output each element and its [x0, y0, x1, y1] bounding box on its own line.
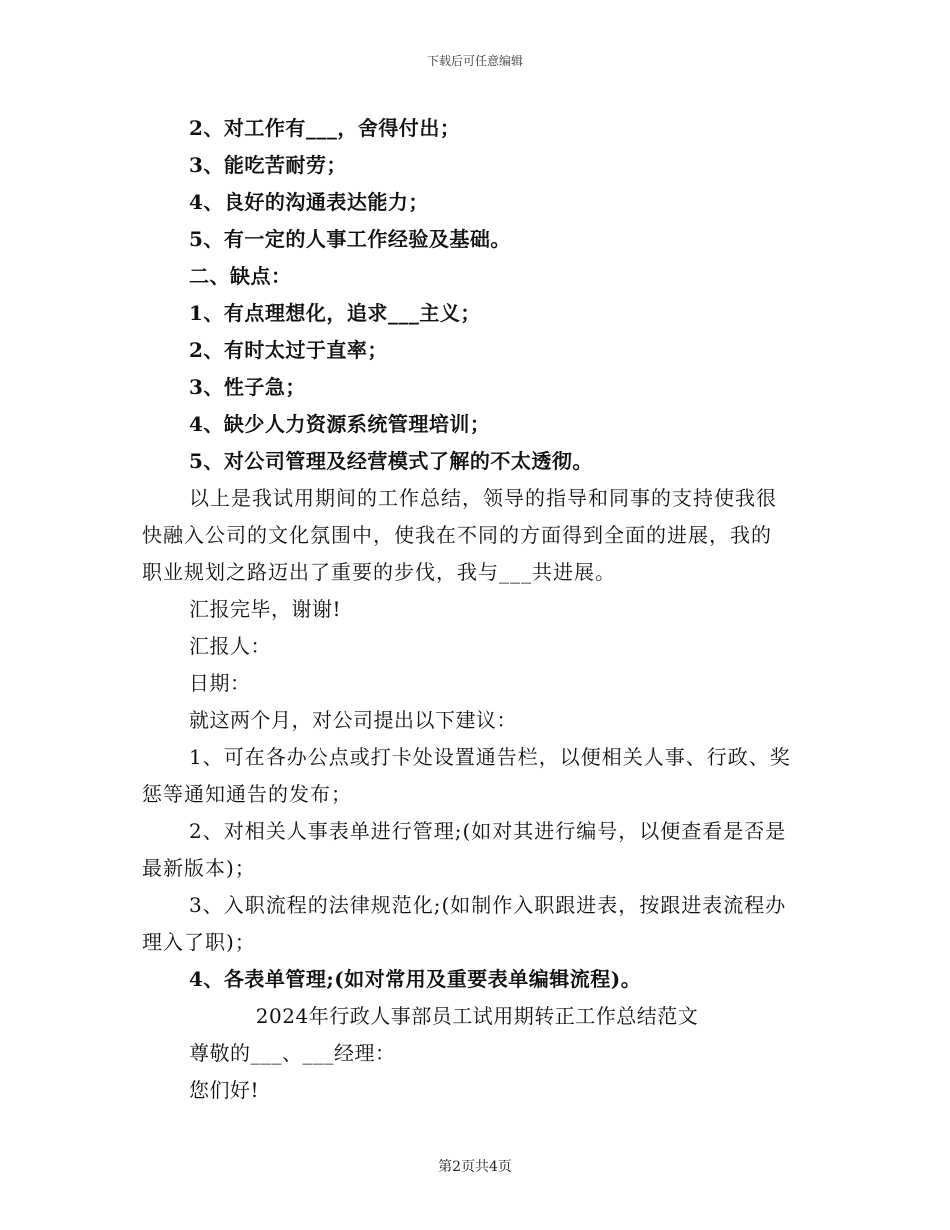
strength-item-4: 4、良好的沟通表达能力； [189, 190, 429, 214]
section-heading-weaknesses: 二、缺点： [189, 264, 292, 288]
page-footer: 第2页共4页 [438, 1159, 512, 1175]
strength-item-5: 5、有一定的人事工作经验及基础。 [189, 227, 511, 251]
salutation: 尊敬的___、___经理： [189, 1041, 396, 1065]
greeting-hello: 您们好! [189, 1078, 260, 1102]
document-body [142, 110, 812, 1109]
date-label: 日期： [189, 671, 251, 695]
suggestion-3-line-1: 3、入职流程的法律规范化;(如制作入职跟进表，按跟进表流程办 [189, 893, 787, 917]
suggestion-1-line-1: 1、可在各办公点或打卡处设置通告栏，以便相关人事、行政、奖 [189, 745, 791, 769]
document-title: 2024年行政人事部员工试用期转正工作总结范文 [255, 1004, 699, 1028]
reporter-label: 汇报人： [189, 634, 271, 658]
suggestion-4: 4、各表单管理;(如对常用及重要表单编辑流程)。 [189, 967, 642, 991]
weakness-item-4: 4、缺少人力资源系统管理培训； [189, 412, 491, 436]
suggestion-3-line-2: 理入了职)； [142, 930, 256, 954]
strength-item-3: 3、能吃苦耐劳； [189, 153, 347, 177]
weakness-item-1: 1、有点理想化，追求___主义； [189, 301, 481, 325]
suggestion-2-line-2: 最新版本)； [142, 856, 256, 880]
weakness-item-5: 5、对公司管理及经营模式了解的不太透彻。 [189, 449, 593, 473]
suggestion-1-line-2: 惩等通知通告的发布； [142, 782, 352, 806]
strength-item-2: 2、对工作有___，舍得付出； [189, 116, 461, 140]
suggestions-intro: 就这两个月，对公司提出以下建议： [189, 708, 517, 732]
weakness-item-3: 3、性子急； [189, 375, 306, 399]
suggestion-2-line-1: 2、对相关人事表单进行管理;(如对其进行编号，以便查看是否是 [189, 819, 787, 843]
summary-paragraph-line-2: 快融入公司的文化氛围中，使我在不同的方面得到全面的进展，我的 [142, 523, 772, 547]
summary-paragraph-line-1: 以上是我试用期间的工作总结，领导的指导和同事的支持使我很 [189, 486, 777, 510]
weakness-item-2: 2、有时太过于直率； [189, 338, 388, 362]
page-header: 下载后可任意编辑 [426, 54, 523, 68]
closing-thanks: 汇报完毕，谢谢! [189, 597, 342, 621]
summary-paragraph-line-3: 职业规划之路迈出了重要的步伐，我与___共进展。 [142, 560, 616, 584]
